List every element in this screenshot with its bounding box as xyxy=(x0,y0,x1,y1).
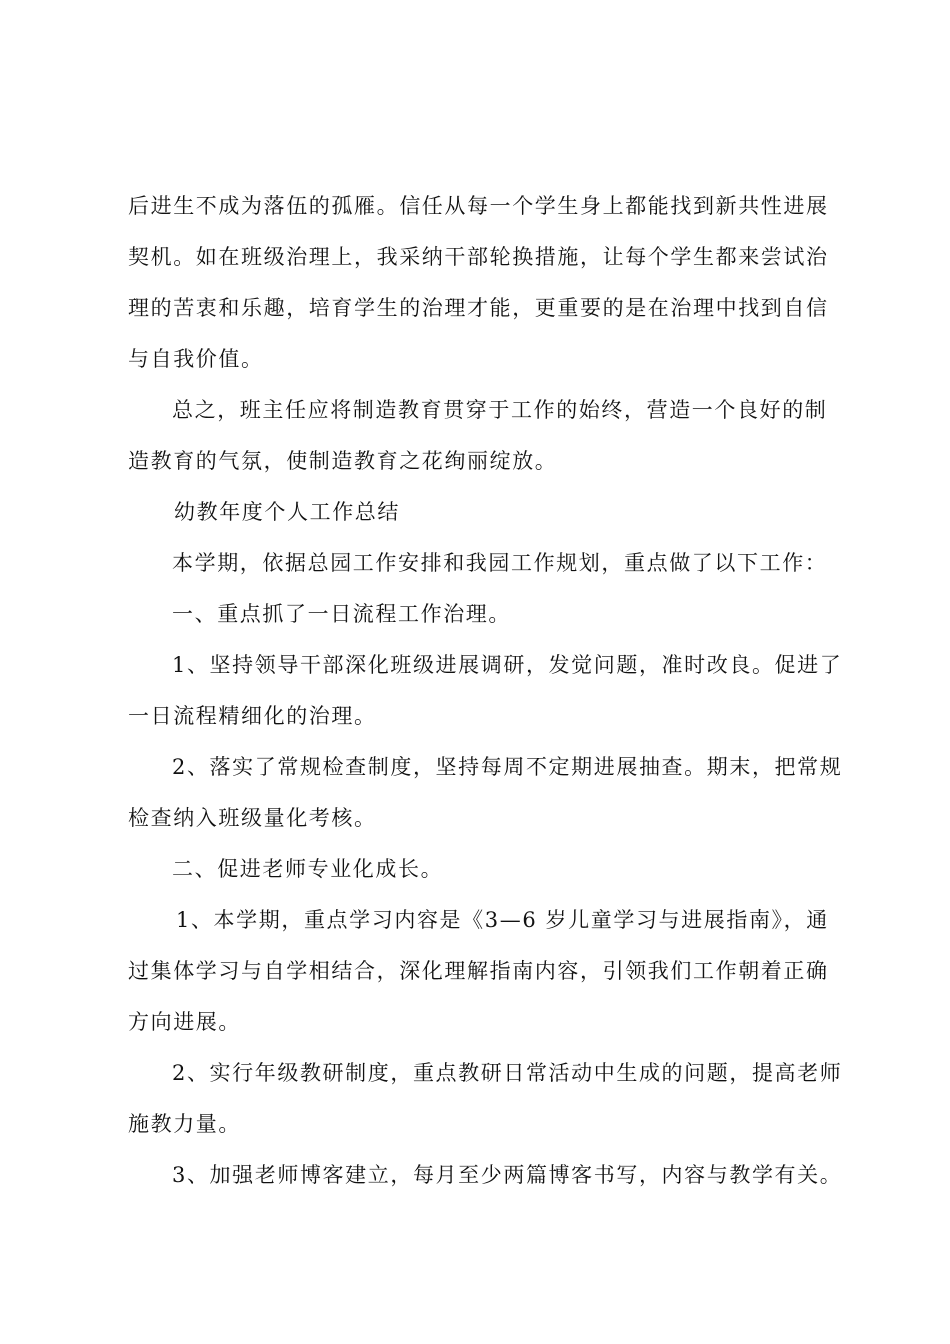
document-body xyxy=(128,181,843,1201)
list-item-line: 2、实行年级教研制度，重点教研日常活动中生成的问题，提高老师 xyxy=(172,1061,843,1085)
list-item-line: 2、落实了常规检查制度，坚持每周不定期进展抽查。期末，把常规 xyxy=(172,755,843,779)
section-heading-1: 一、重点抓了一日流程工作治理。 xyxy=(172,602,511,626)
text-line: 后进生不成为落伍的孤雁。信任从每一个学生身上都能找到新共性进展 xyxy=(128,194,829,218)
paragraph-summary-line: 总之，班主任应将制造教育贯穿于工作的始终，营造一个良好的制 xyxy=(172,398,828,422)
text-line: 契机。如在班级治理上，我采纳干部轮换措施，让每个学生都来尝试治 xyxy=(128,245,829,269)
list-item-line: 1、本学期，重点学习内容是《3—6 岁儿童学习与进展指南》，通 xyxy=(176,908,829,932)
list-item-line: 3、加强老师博客建立，每月至少两篇博客书写，内容与教学有关。 xyxy=(172,1163,843,1187)
text-line: 方向进展。 xyxy=(128,1010,241,1034)
text-line: 检查纳入班级量化考核。 xyxy=(128,806,377,830)
text-line: 与自我价值。 xyxy=(128,347,264,371)
text-line: 造教育的气氛，使制造教育之花绚丽绽放。 xyxy=(128,449,558,473)
text-line: 一日流程精细化的治理。 xyxy=(128,704,377,728)
list-item-line: 1、坚持领导干部深化班级进展调研，发觉问题，准时改良。促进了 xyxy=(172,653,843,677)
section-title: 幼教年度个人工作总结 xyxy=(174,500,400,524)
text-line: 理的苦衷和乐趣，培育学生的治理才能，更重要的是在治理中找到自信 xyxy=(128,296,829,320)
text-line: 过集体学习与自学相结合，深化理解指南内容，引领我们工作朝着正确 xyxy=(128,959,829,983)
text-line: 施教力量。 xyxy=(128,1112,241,1136)
section-heading-2: 二、促进老师专业化成长。 xyxy=(172,857,444,881)
text-line: 本学期，依据总园工作安排和我园工作规划，重点做了以下工作： xyxy=(172,551,828,575)
